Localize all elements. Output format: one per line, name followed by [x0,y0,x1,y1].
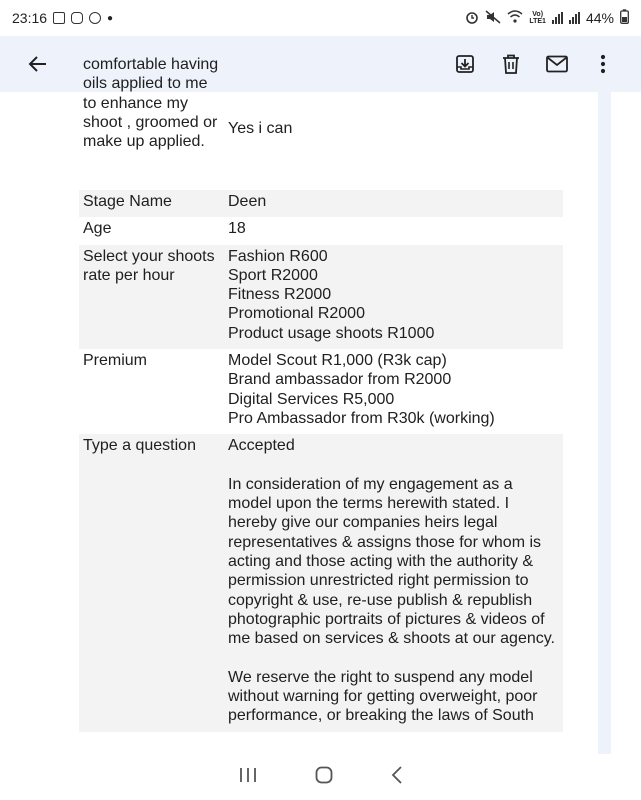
more-options-button[interactable] [583,44,623,84]
row-label: Select your shoots rate per hour [83,247,215,284]
recents-button[interactable] [239,767,257,788]
table-row [79,349,563,434]
row-value: 18 [228,220,246,238]
table-row [79,245,563,349]
row-label: Type a question [83,437,196,455]
home-icon [315,766,333,784]
table-row [79,190,563,217]
row-label: comfortable having oils applied to me to enhance my shoot , groomed or make up applied. [83,56,219,151]
home-button[interactable] [315,766,333,789]
table-row [79,52,563,190]
status-time: 23:16 [12,10,48,26]
row-value: Fashion R600 Sport R2000 Fitness R2000 Promotional R2000 Product usage shoots R1000 [228,247,435,342]
mute-icon [485,10,501,27]
row-label: Age [83,220,112,238]
more-vert-icon [600,54,606,74]
row-value: Accepted In consideration of my engagement as a model upon the terms herewith stated. I hereby give our companies heirs legal representatives & assigns those for whom is acting and those acting with the authority & permission unrestricted right permission to copyright & use, re-use publish & republish photographic portraits of pictures & videos of me based on services & shoots at our agency. We reserve the right to suspend any model without warning for getting overweight, poor performance, or breaking the laws of South [228,437,555,725]
row-value: Model Scout R1,000 (R3k cap) Brand ambassador from R2000 Digital Services R5,000 Pro Ambassador from R30k (working) [228,352,495,427]
assistant-icon [89,12,101,24]
system-back-button[interactable] [391,766,403,789]
row-value: Yes i can [228,120,293,137]
table-row [79,434,563,731]
back-button[interactable] [18,44,58,84]
battery-text: 44% [585,10,614,26]
arrow-left-icon [28,54,48,74]
volte-icon: Vo) LTE1 [529,11,546,25]
status-bar [0,0,641,36]
signal-icon-2 [569,12,580,24]
row-value: Deen [228,193,267,210]
row-label: Premium [83,352,148,370]
back-chevron-icon [391,766,403,784]
form-table [79,52,563,732]
gallery-icon [53,12,65,24]
signal-icon-1 [552,12,563,24]
alarm-icon [465,10,479,27]
instagram-icon [71,12,83,24]
wifi-icon [507,10,523,26]
notification-dot-icon: ● [107,12,114,24]
row-label: Stage Name [83,193,172,210]
table-row [79,217,563,244]
recents-icon [239,767,257,783]
battery-icon [620,9,629,27]
system-nav-bar [0,754,641,800]
email-body[interactable] [30,56,598,754]
